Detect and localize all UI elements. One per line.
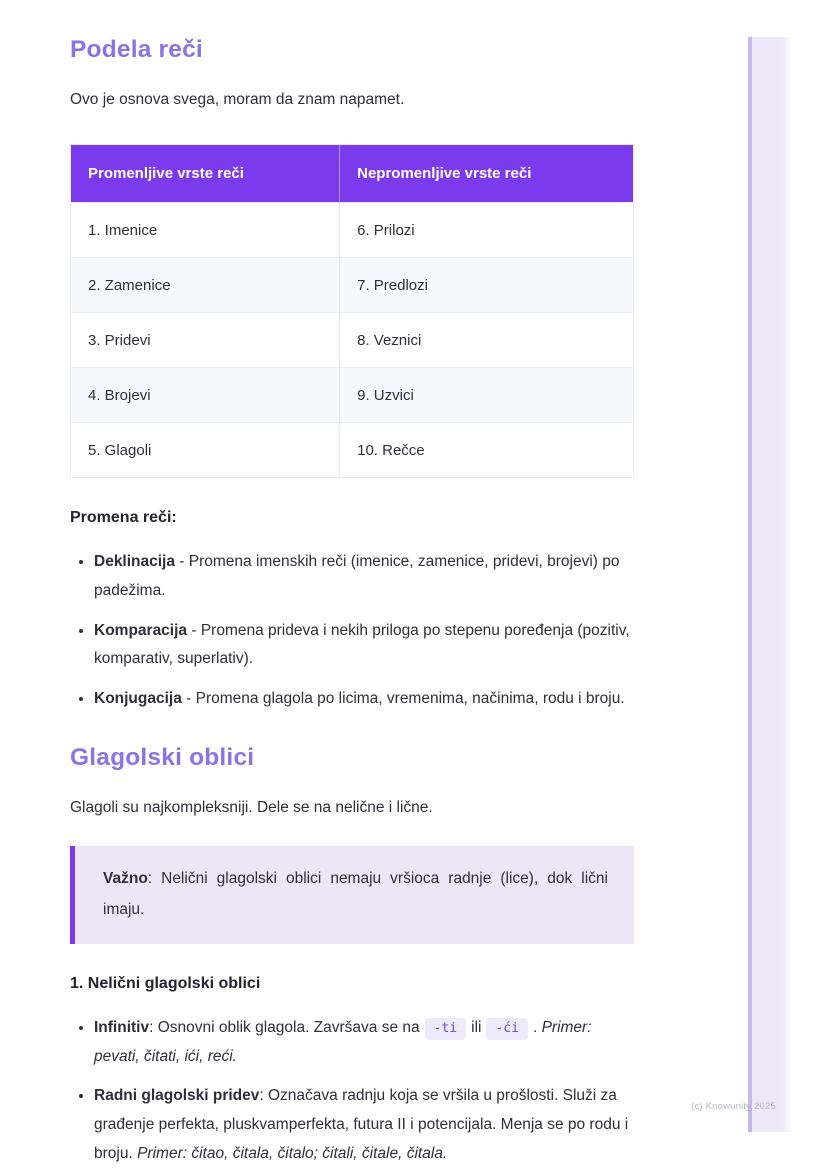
code-chip-ci: -ći bbox=[486, 1018, 527, 1040]
list-item-konjugacija bbox=[94, 685, 634, 714]
word-types-table bbox=[70, 144, 634, 478]
example-text: Primer: pevati, čitati, ići, reći. bbox=[94, 1018, 592, 1065]
section-title-glagolski-oblici: Glagolski oblici bbox=[70, 743, 255, 771]
term-label: Deklinacija bbox=[94, 553, 175, 571]
list-item-komparacija bbox=[94, 617, 634, 674]
table-cell: 1. Imenice bbox=[71, 203, 340, 258]
table-header-promenljive: Promenljive vrste reči bbox=[71, 145, 340, 203]
example-text: Primer: čitao, čitala, čitalo; čitali, čitale, čitala. bbox=[137, 1144, 448, 1162]
term-description: : Osnovni oblik glagola. Završava se na bbox=[149, 1018, 420, 1036]
table-row bbox=[71, 423, 634, 478]
term-description: - Promena imenskih reči (imenice, zamenice, pridevi, brojevi) po padežima. bbox=[94, 553, 620, 599]
section-title-podela-reci: Podela reči bbox=[70, 36, 203, 63]
table-cell: 7. Predlozi bbox=[340, 258, 634, 313]
table-cell: 4. Brojevi bbox=[71, 368, 340, 423]
table-row bbox=[71, 313, 634, 368]
callout-body: : Nelični glagolski oblici nemaju vršioca radnje (lice), dok lični imaju. bbox=[103, 869, 608, 918]
important-callout bbox=[70, 846, 634, 944]
footer-copyright: (c) Knowunity 2025 bbox=[691, 1101, 776, 1112]
callout-text bbox=[103, 863, 608, 925]
nelicni-oblici-list bbox=[94, 1014, 634, 1168]
table-cell: 2. Zamenice bbox=[71, 258, 340, 313]
term-description: - Promena glagola po licima, vremenima, načinima, rodu i broju. bbox=[181, 689, 625, 707]
table-cell: 9. Uzvici bbox=[340, 368, 634, 423]
term-label: Komparacija bbox=[94, 621, 188, 639]
table-row bbox=[71, 368, 634, 423]
intro-paragraph: Ovo je osnova svega, moram da znam napamet. bbox=[70, 91, 405, 108]
promena-reci-list bbox=[94, 548, 634, 713]
list-item-infinitiv bbox=[94, 1014, 634, 1071]
term-description: ili bbox=[471, 1018, 482, 1036]
document-content bbox=[70, 0, 634, 1168]
table-header-nepromenljive: Nepromenljive vrste reči bbox=[340, 145, 634, 203]
nelicni-oblici-heading: 1. Nelični glagolski oblici bbox=[70, 974, 261, 992]
list-item-deklinacija bbox=[94, 548, 634, 605]
page-side-strip bbox=[748, 37, 793, 1132]
table-cell: 10. Rečce bbox=[340, 423, 634, 478]
promena-reci-heading: Promena reči: bbox=[70, 509, 177, 527]
term-description: . bbox=[532, 1018, 542, 1036]
table-cell: 3. Pridevi bbox=[71, 313, 340, 368]
term-label: Infinitiv bbox=[94, 1018, 150, 1036]
term-label: Radni glagolski pridev bbox=[94, 1087, 260, 1105]
table-cell: 5. Glagoli bbox=[71, 423, 340, 478]
table-cell: 8. Veznici bbox=[340, 313, 634, 368]
list-item-radni-glagolski-pridev bbox=[94, 1082, 634, 1168]
term-label: Konjugacija bbox=[94, 689, 182, 707]
table-header-row bbox=[71, 145, 634, 203]
term-description: - Promena prideva i nekih priloga po stepenu poređenja (pozitiv, komparativ, superlativ). bbox=[94, 621, 630, 668]
table-row bbox=[71, 203, 634, 258]
callout-label: Važno bbox=[103, 869, 148, 887]
code-chip-ti: -ti bbox=[425, 1018, 466, 1040]
table-row bbox=[71, 258, 634, 313]
term-description: : Označava radnju koja se vršila u prošlosti. Služi za građenje perfekta, pluskvamperfekta, futura II i potencijala. Menja se po rodu i broju. bbox=[94, 1087, 629, 1162]
table-cell: 6. Prilozi bbox=[340, 203, 634, 258]
intro-paragraph-glagoli: Glagoli su najkompleksniji. Dele se na nelične i lične. bbox=[70, 798, 433, 816]
